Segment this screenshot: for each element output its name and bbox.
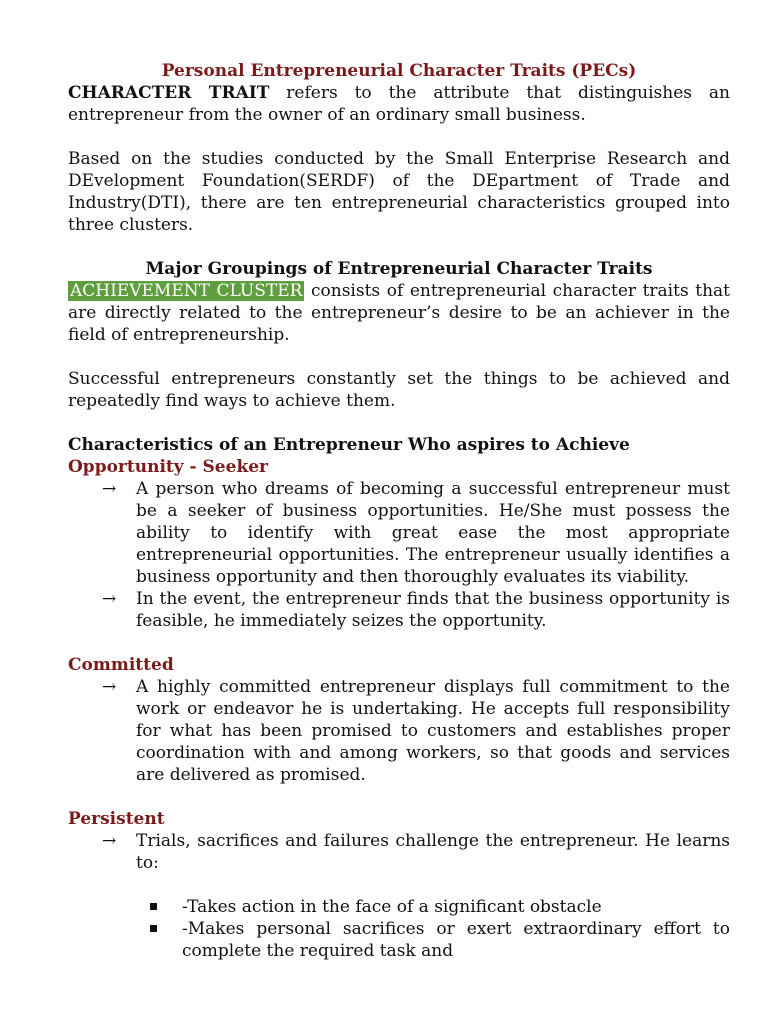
section-title-opportunity-seeker: Opportunity - Seeker	[68, 457, 268, 477]
achievement-cluster-paragraph	[68, 280, 730, 346]
character-trait-keyword: CHARACTER TRAIT	[68, 83, 270, 103]
section-title-committed: Committed	[68, 655, 174, 675]
intro-text: refers to the attribute that distinguishes an entrepreneur from the owner of an ordinary small business.	[68, 83, 730, 125]
characteristics-heading: Characteristics of an Entrepreneur Who aspires to Achieve	[68, 435, 630, 455]
list-item-text: In the event, the entrepreneur finds that the business opportunity is feasible, he immediately seizes the opportunity.	[136, 589, 730, 631]
list-item	[68, 588, 730, 632]
list-item	[68, 478, 730, 588]
arrow-icon: →	[102, 479, 117, 499]
bullet-item	[68, 896, 730, 918]
arrow-icon: →	[102, 589, 117, 609]
arrow-icon: →	[102, 677, 117, 697]
document-page	[68, 60, 730, 962]
list-item-text: Trials, sacrifices and failures challenge the entrepreneur. He learns to:	[136, 831, 730, 873]
list-item	[68, 830, 730, 874]
spacer	[68, 126, 730, 148]
successful-entrepreneurs-paragraph: Successful entrepreneurs constantly set the things to be achieved and repeatedly find ways to achieve them.	[68, 369, 730, 411]
square-bullet-icon	[150, 925, 157, 932]
serdf-paragraph: Based on the studies conducted by the Small Enterprise Research and DEvelopment Foundation(SERDF) of the DEpartment of Trade and Industry(DTI), there are ten entrepreneurial characteristics grouped into three clusters.	[68, 149, 730, 235]
document-title: Personal Entrepreneurial Character Traits (PECs)	[161, 61, 637, 81]
intro-paragraph	[68, 82, 730, 126]
persistent-list	[68, 830, 730, 874]
list-item	[68, 676, 730, 786]
spacer	[68, 412, 730, 434]
committed-list	[68, 676, 730, 786]
bullet-item	[68, 918, 730, 962]
list-item-text: A person who dreams of becoming a successful entrepreneur must be a seeker of business opportunities. He/She must possess the ability to identify with great ease the most appropriate entrepreneurial opportunities. The entrepreneur usually identifies a business opportunity and then thoroughly evaluates its viability.	[136, 479, 730, 587]
list-item-text: A highly committed entrepreneur displays full commitment to the work or endeavor he is undertaking. He accepts full responsibility for what has been promised to customers and establishes proper coordination with and among workers, so that goods and services are delivered as promised.	[136, 677, 730, 785]
bullet-item-text: -Makes personal sacrifices or exert extraordinary effort to complete the required task and	[182, 919, 730, 961]
spacer	[68, 236, 730, 258]
spacer	[68, 874, 730, 896]
section-title-persistent: Persistent	[68, 809, 165, 829]
opportunity-seeker-list	[68, 478, 730, 632]
arrow-icon: →	[102, 831, 117, 851]
bullet-item-text: -Takes action in the face of a significant obstacle	[182, 897, 602, 917]
spacer	[68, 786, 730, 808]
square-bullet-icon	[150, 903, 157, 910]
achievement-cluster-highlight: ACHIEVEMENT CLUSTER	[70, 281, 303, 301]
achievement-cluster-text: consists of entrepreneurial character traits that are directly related to the entrepreneur’s desire to be an achiever in the field of entrepreneurship.	[68, 281, 730, 345]
major-groupings-heading: Major Groupings of Entrepreneurial Character Traits	[145, 259, 653, 279]
spacer	[68, 346, 730, 368]
persistent-bullet-list	[68, 896, 730, 962]
spacer	[68, 632, 730, 654]
